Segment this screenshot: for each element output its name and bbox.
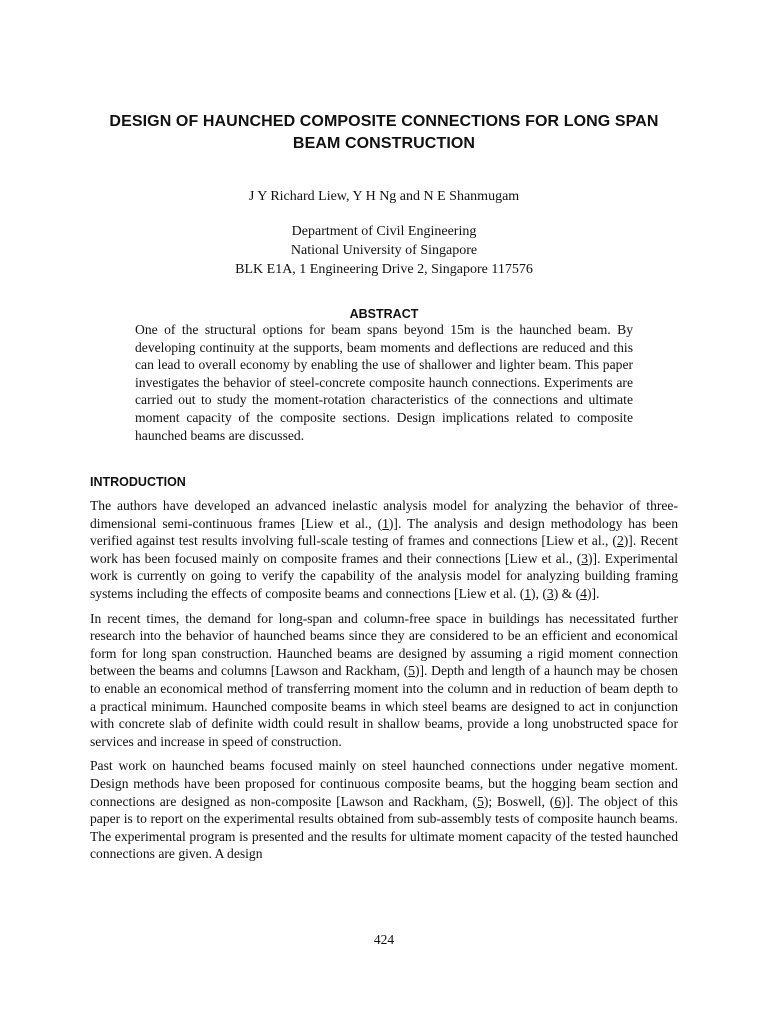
affiliation-department: Department of Civil Engineering (291, 224, 477, 239)
paragraph (90, 610, 678, 751)
affiliation-block (0, 222, 768, 279)
paragraph-text: )]. (586, 585, 600, 601)
citation-link[interactable]: 2 (616, 533, 624, 549)
paragraph-text: The authors have developed an advanced inelastic analysis model for analyzing the behavior of three-dimensional semi-continuous frames [Liew et al., ( (90, 498, 678, 531)
abstract-heading: ABSTRACT (349, 307, 419, 321)
citation-link[interactable]: 3 (546, 585, 554, 601)
page-number: 424 (373, 932, 395, 947)
paragraph-text: )]. The object of this paper is to report on the experimental results obtained from sub-assembly tests of composite haunch beams. The experimental program is presented and the results for ultimate moment capacity of the tested haunched connections are given. A design (90, 793, 678, 862)
introduction-heading: INTRODUCTION (90, 475, 186, 489)
paragraph-text: )]. Experimental work is currently on going to verify the capability of the analysis model for analyzing building framing systems including the effects of composite beams and connections [Liew et al. ( (90, 550, 679, 601)
citation-link[interactable]: 5 (408, 663, 415, 679)
paragraph-text: Past work on haunched beams focused mainly on steel haunched connections under negative moment. Design methods have been proposed for continuous composite beams, but the hogging beam section and connections are designed as non-composite [Lawson and Rackham, ( (90, 758, 678, 809)
affiliation-address: BLK E1A, 1 Engineering Drive 2, Singapore 117576 (235, 262, 533, 277)
paragraph-text: )]. Depth and length of a haunch may be chosen to enable an economical method of transferring moment into the column and in reduction of beam depth to a practical minimum. Haunched composite beams in which steel beams are designed to act in conjunction with concrete slab of definite width could result in shallow beams, provide a long unobstructed space for services and increase in speed of construction. (90, 663, 678, 749)
citation-link[interactable]: 5 (477, 793, 484, 809)
citation-link[interactable]: 1 (524, 585, 532, 601)
paragraph (90, 757, 678, 863)
paragraph-text: )]. Recent work has been focused mainly on composite frames and their connections [Liew et al., ( (90, 533, 679, 566)
introduction-body (90, 497, 678, 870)
paragraph-text: In recent times, the demand for long-span and column-free space in buildings has necessitated further research into the behavior of haunched beams since they are considered to be an efficient and economical form for long span construction. Haunched beams are designed by assuming a rigid moment connection between the beams and columns [Lawson and Rackham, ( (90, 610, 678, 679)
paragraph-text: ) & ( (553, 585, 581, 601)
citation-link[interactable]: 6 (554, 793, 562, 809)
citation-link[interactable]: 3 (581, 550, 589, 566)
author-list: J Y Richard Liew, Y H Ng and N E Shanmugam (248, 189, 520, 204)
citation-link[interactable]: 1 (382, 515, 389, 531)
paragraph-text: ), ( (531, 585, 547, 601)
affiliation-university: National University of Singapore (290, 243, 478, 258)
citation-link[interactable]: 4 (580, 585, 587, 601)
paragraph-text: )]. The analysis and design methodology has been verified against test results involving full-scale testing of frames and connections [Liew et al., ( (90, 515, 678, 549)
paper-title: DESIGN OF HAUNCHED COMPOSITE CONNECTIONS FOR LONG SPAN BEAM CONSTRUCTION (109, 113, 659, 152)
abstract-text: One of the structural options for beam spans beyond 15m is the haunched beam. By developing continuity at the supports, beam moments and deflections are reduced and this can lead to overall economy by enabling the use of shallower and lighter beam. This paper investigates the behavior of steel-concrete composite haunch connections. Experiments are carried out to study the moment-rotation characteristics of the connections and ultimate moment capacity of the composite sections. Design implications related to composite haunched beams are discussed. (135, 322, 633, 443)
paragraph (90, 497, 678, 603)
paragraph-text: ); Boswell, ( (483, 793, 555, 809)
